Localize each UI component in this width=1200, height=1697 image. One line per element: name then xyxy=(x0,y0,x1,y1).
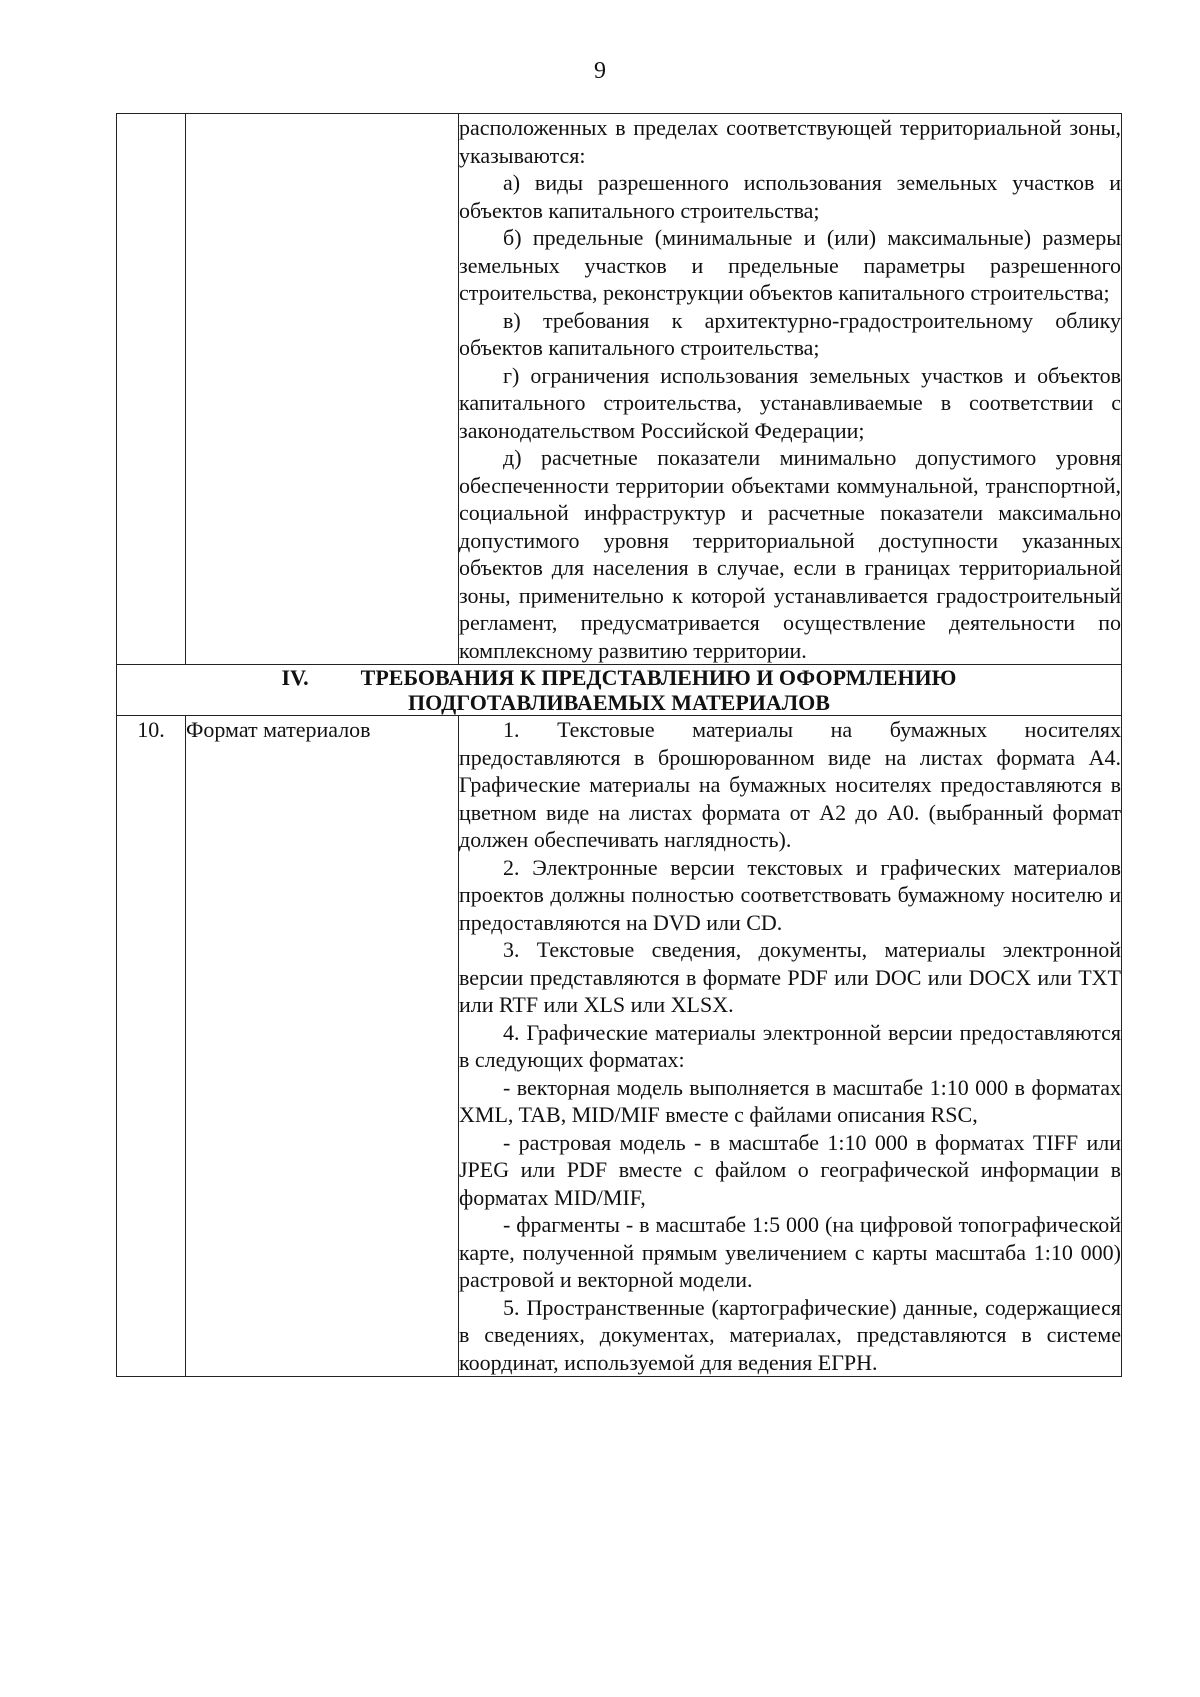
section-title-part-2: ПОДГОТАВЛИВАЕМЫХ МАТЕРИАЛОВ xyxy=(408,690,830,715)
row-text-cell xyxy=(459,114,1122,665)
paragraph: г) ограничения использования земельных участков и объектов капитального строительства, устанавливаемые в соответствии с законодательством Российской Федерации; xyxy=(459,362,1121,443)
table-row-continued xyxy=(117,114,1122,665)
paragraph: 5. Пространственные (картографические) данные, содержащиеся в сведениях, документах, материалах, представляются в системе координат, используемой для ведения ЕГРН. xyxy=(459,1294,1121,1375)
paragraph: расположенных в пределах соответствующей территориальной зоны, указываются: xyxy=(459,115,1121,168)
section-heading-line-1 xyxy=(117,665,1121,690)
section-title-part-1: ТРЕБОВАНИЯ К ПРЕДСТАВЛЕНИЮ И ОФОРМЛЕНИЮ xyxy=(360,665,957,690)
paragraph: - векторная модель выполняется в масштабе 1:10 000 в форматах XML, TAB, MID/MIF вместе с файлами описания RSC, xyxy=(459,1074,1121,1127)
paragraph: 1. Текстовые материалы на бумажных носителях предоставляются в брошюрованном виде на листах формата А4. Графические материалы на бумажных носителях предоставляются в цветном виде на листах формата от А2 до А0. (выбранный формат должен обеспечивать наглядность). xyxy=(459,717,1121,852)
paragraph: б) предельные (минимальные и (или) максимальные) размеры земельных участков и предельные параметры разрешенного строительства, реконструкции объектов капитального строительства; xyxy=(459,225,1121,305)
paragraph: 3. Текстовые сведения, документы, материалы электронной версии представляются в формате PDF или DOC или DOCX или TXT или RTF или XLS или XLSX. xyxy=(459,937,1121,1017)
paragraph: а) виды разрешенного использования земельных участков и объектов капитального строительства; xyxy=(459,170,1121,223)
row-text-cell xyxy=(459,716,1122,1377)
section-header-row xyxy=(117,665,1122,716)
paragraph: в) требования к архитектурно-градостроительному облику объектов капитального строительства; xyxy=(459,307,1121,360)
table-row-10 xyxy=(117,716,1122,1377)
paragraph: 4. Графические материалы электронной версии предоставляются в следующих форматах: xyxy=(459,1019,1121,1072)
row-name-cell xyxy=(186,114,459,665)
row-number: 10. xyxy=(117,716,186,1377)
section-heading xyxy=(117,665,1122,716)
paragraph: - растровая модель - в масштабе 1:10 000 в форматах TIFF или JPEG или PDF вместе с файлом о географической информации в форматах MID/MIF, xyxy=(459,1129,1121,1210)
row-number-cell xyxy=(117,114,186,665)
page-number: 9 xyxy=(594,58,606,84)
paragraph: - фрагменты - в масштабе 1:5 000 (на цифровой топографической карте, полученной прямым увеличением с карты масштаба 1:10 000) растровой и векторной модели. xyxy=(459,1212,1121,1292)
paragraph: д) расчетные показатели минимально допустимого уровня обеспеченности территории объектами коммунальной, транспортной, социальной инфраструктур и расчетные показатели максимально допустимого уровня территориальной доступности указанных объектов для населения в случае, если в границах территориальной зоны, применительно к которой устанавливается градостроительный регламент, предусматривается осуществление деятельности по комплексному развитию территории. xyxy=(459,445,1121,663)
section-number: IV. xyxy=(281,665,309,690)
paragraph: 2. Электронные версии текстовых и графических материалов проектов должны полностью соответствовать бумажному носителю и предоставляются на DVD или CD. xyxy=(459,854,1121,935)
requirements-table xyxy=(116,113,1122,1377)
row-name: Формат материалов xyxy=(186,716,459,1377)
